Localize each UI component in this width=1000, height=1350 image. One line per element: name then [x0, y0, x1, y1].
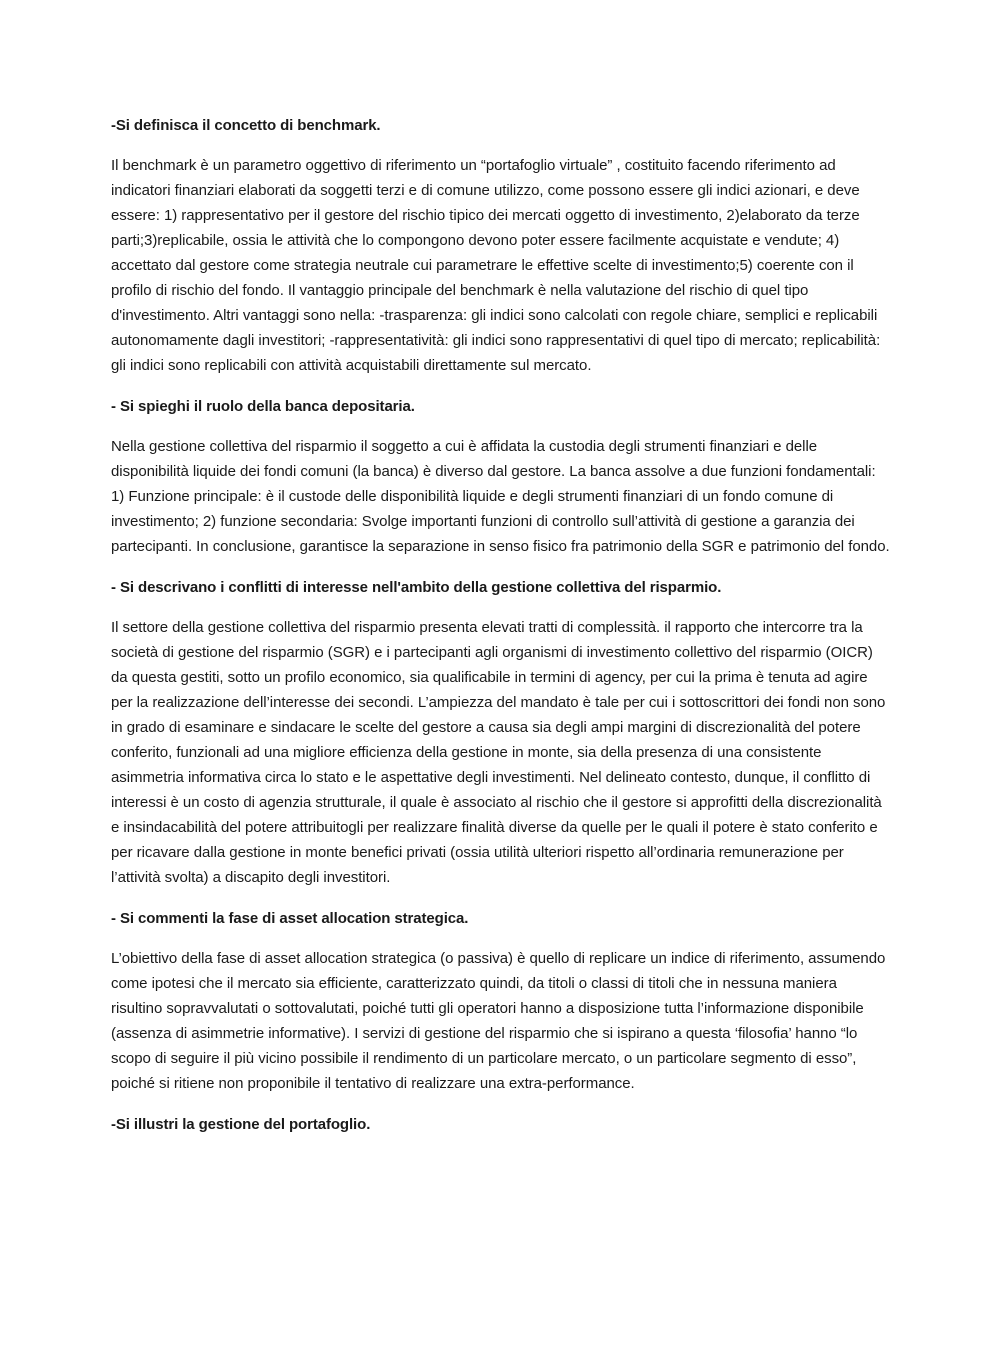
answer-paragraph: Il settore della gestione collettiva del risparmio presenta elevati tratti di complessità. il rapporto che intercorre tra la società di gestione del risparmio (SGR) e i partecipanti agli organismi di investimento collettivo del risparmio (OICR) da questa gestiti, sotto un profilo economico, sia qualificabile in termini di agency, per cui la prima è tenuta ad agire per la realizzazione dell’interesse dei secondi. L’ampiezza del mandato è tale per cui i sottoscrittori dei fondi non sono in grado di esaminare e sindacare le scelte del gestore a causa sia degli ampi margini di discrezionalità del potere conferito, funzionali ad una migliore efficienza della gestione in monte, sia della presenza di una consistente asimmetria informativa circa lo stato e le aspettative degli investimenti. Nel delineato contesto, dunque, il conflitto di interessi è un costo di agenzia strutturale, il quale è associato al rischio che il gestore si approfitti della discrezionalità e insindacabilità del potere attribuitogli per realizzare finalità diverse da quelle per le quali il potere è stato conferito e per ricavare dalla gestione in monte benefici privati (ossia utilità ulteriori rispetto all’ordinaria remunerazione per l’attività svolta) a discapito degli investitori.: [111, 619, 886, 886]
question-heading: - Si spieghi il ruolo della banca depositaria.: [111, 398, 415, 415]
section-benchmark: [111, 113, 891, 378]
section-gestione-portafoglio: [111, 1112, 891, 1137]
question-heading: -Si definisca il concetto di benchmark.: [111, 117, 381, 134]
answer-paragraph: L’obiettivo della fase di asset allocation strategica (o passiva) è quello di replicare un indice di riferimento, assumendo come ipotesi che il mercato sia efficiente, caratterizzato quindi, da titoli o classi di titoli che in nessuna maniera risultino sopravvalutati o sottovalutati, poiché tutti gli operatori hanno a disposizione tutta l’informazione disponibile (assenza di asimmetrie informative). I servizi di gestione del risparmio che si ispirano a questa ‘filosofia’ hanno “lo scopo di seguire il più vicino possibile il rendimento di un particolare mercato, o un particolare segmento di esso”, poiché si ritiene non proponibile il tentativo di realizzare una extra-performance.: [111, 950, 886, 1092]
answer-paragraph: Il benchmark è un parametro oggettivo di riferimento un “portafoglio virtuale” , costituito facendo riferimento ad indicatori finanziari elaborati da soggetti terzi e di comune utilizzo, come possono essere gli indici azionari, e deve essere: 1) rappresentativo per il gestore del rischio tipico dei mercati oggetto di investimento, 2)elaborato da terze parti;3)replicabile, ossia le attività che lo compongono devono poter essere facilmente acquistate e vendute; 4) accettato dal gestore come strategia neutrale cui parametrare le effettive scelte di investimento;5) coerente con il profilo di rischio del fondo. Il vantaggio principale del benchmark è nella valutazione del rischio di quel tipo d'investimento. Altri vantaggi sono nella: -trasparenza: gli indici sono calcolati con regole chiare, semplici e replicabili autonomamente dagli investitori; -rappresentatività: gli indici sono rappresentativi di quel tipo di mercato; replicabilità: gli indici sono replicabili con attività acquistabili direttamente sul mercato.: [111, 157, 881, 374]
section-asset-allocation: [111, 906, 891, 1096]
answer-paragraph: Nella gestione collettiva del risparmio il soggetto a cui è affidata la custodia degli strumenti finanziari e delle disponibilità liquide dei fondi comuni (la banca) è diverso dal gestore. La banca assolve a due funzioni fondamentali: 1) Funzione principale: è il custode delle disponibilità liquide e degli strumenti finanziari di un fondo comune di investimento; 2) funzione secondaria: Svolge importanti funzioni di controllo sull’attività di gestione a garanzia dei partecipanti. In conclusione, garantisce la separazione in senso fisico fra patrimonio della SGR e patrimonio del fondo.: [111, 438, 890, 555]
document-page: [111, 113, 891, 1152]
question-heading: - Si commenti la fase di asset allocation strategica.: [111, 910, 469, 927]
question-heading: -Si illustri la gestione del portafoglio.: [111, 1116, 371, 1133]
question-heading: - Si descrivano i conflitti di interesse nell'ambito della gestione collettiva del risparmio.: [111, 579, 722, 596]
section-conflitti-interesse: [111, 575, 891, 890]
section-banca-depositaria: [111, 394, 891, 559]
